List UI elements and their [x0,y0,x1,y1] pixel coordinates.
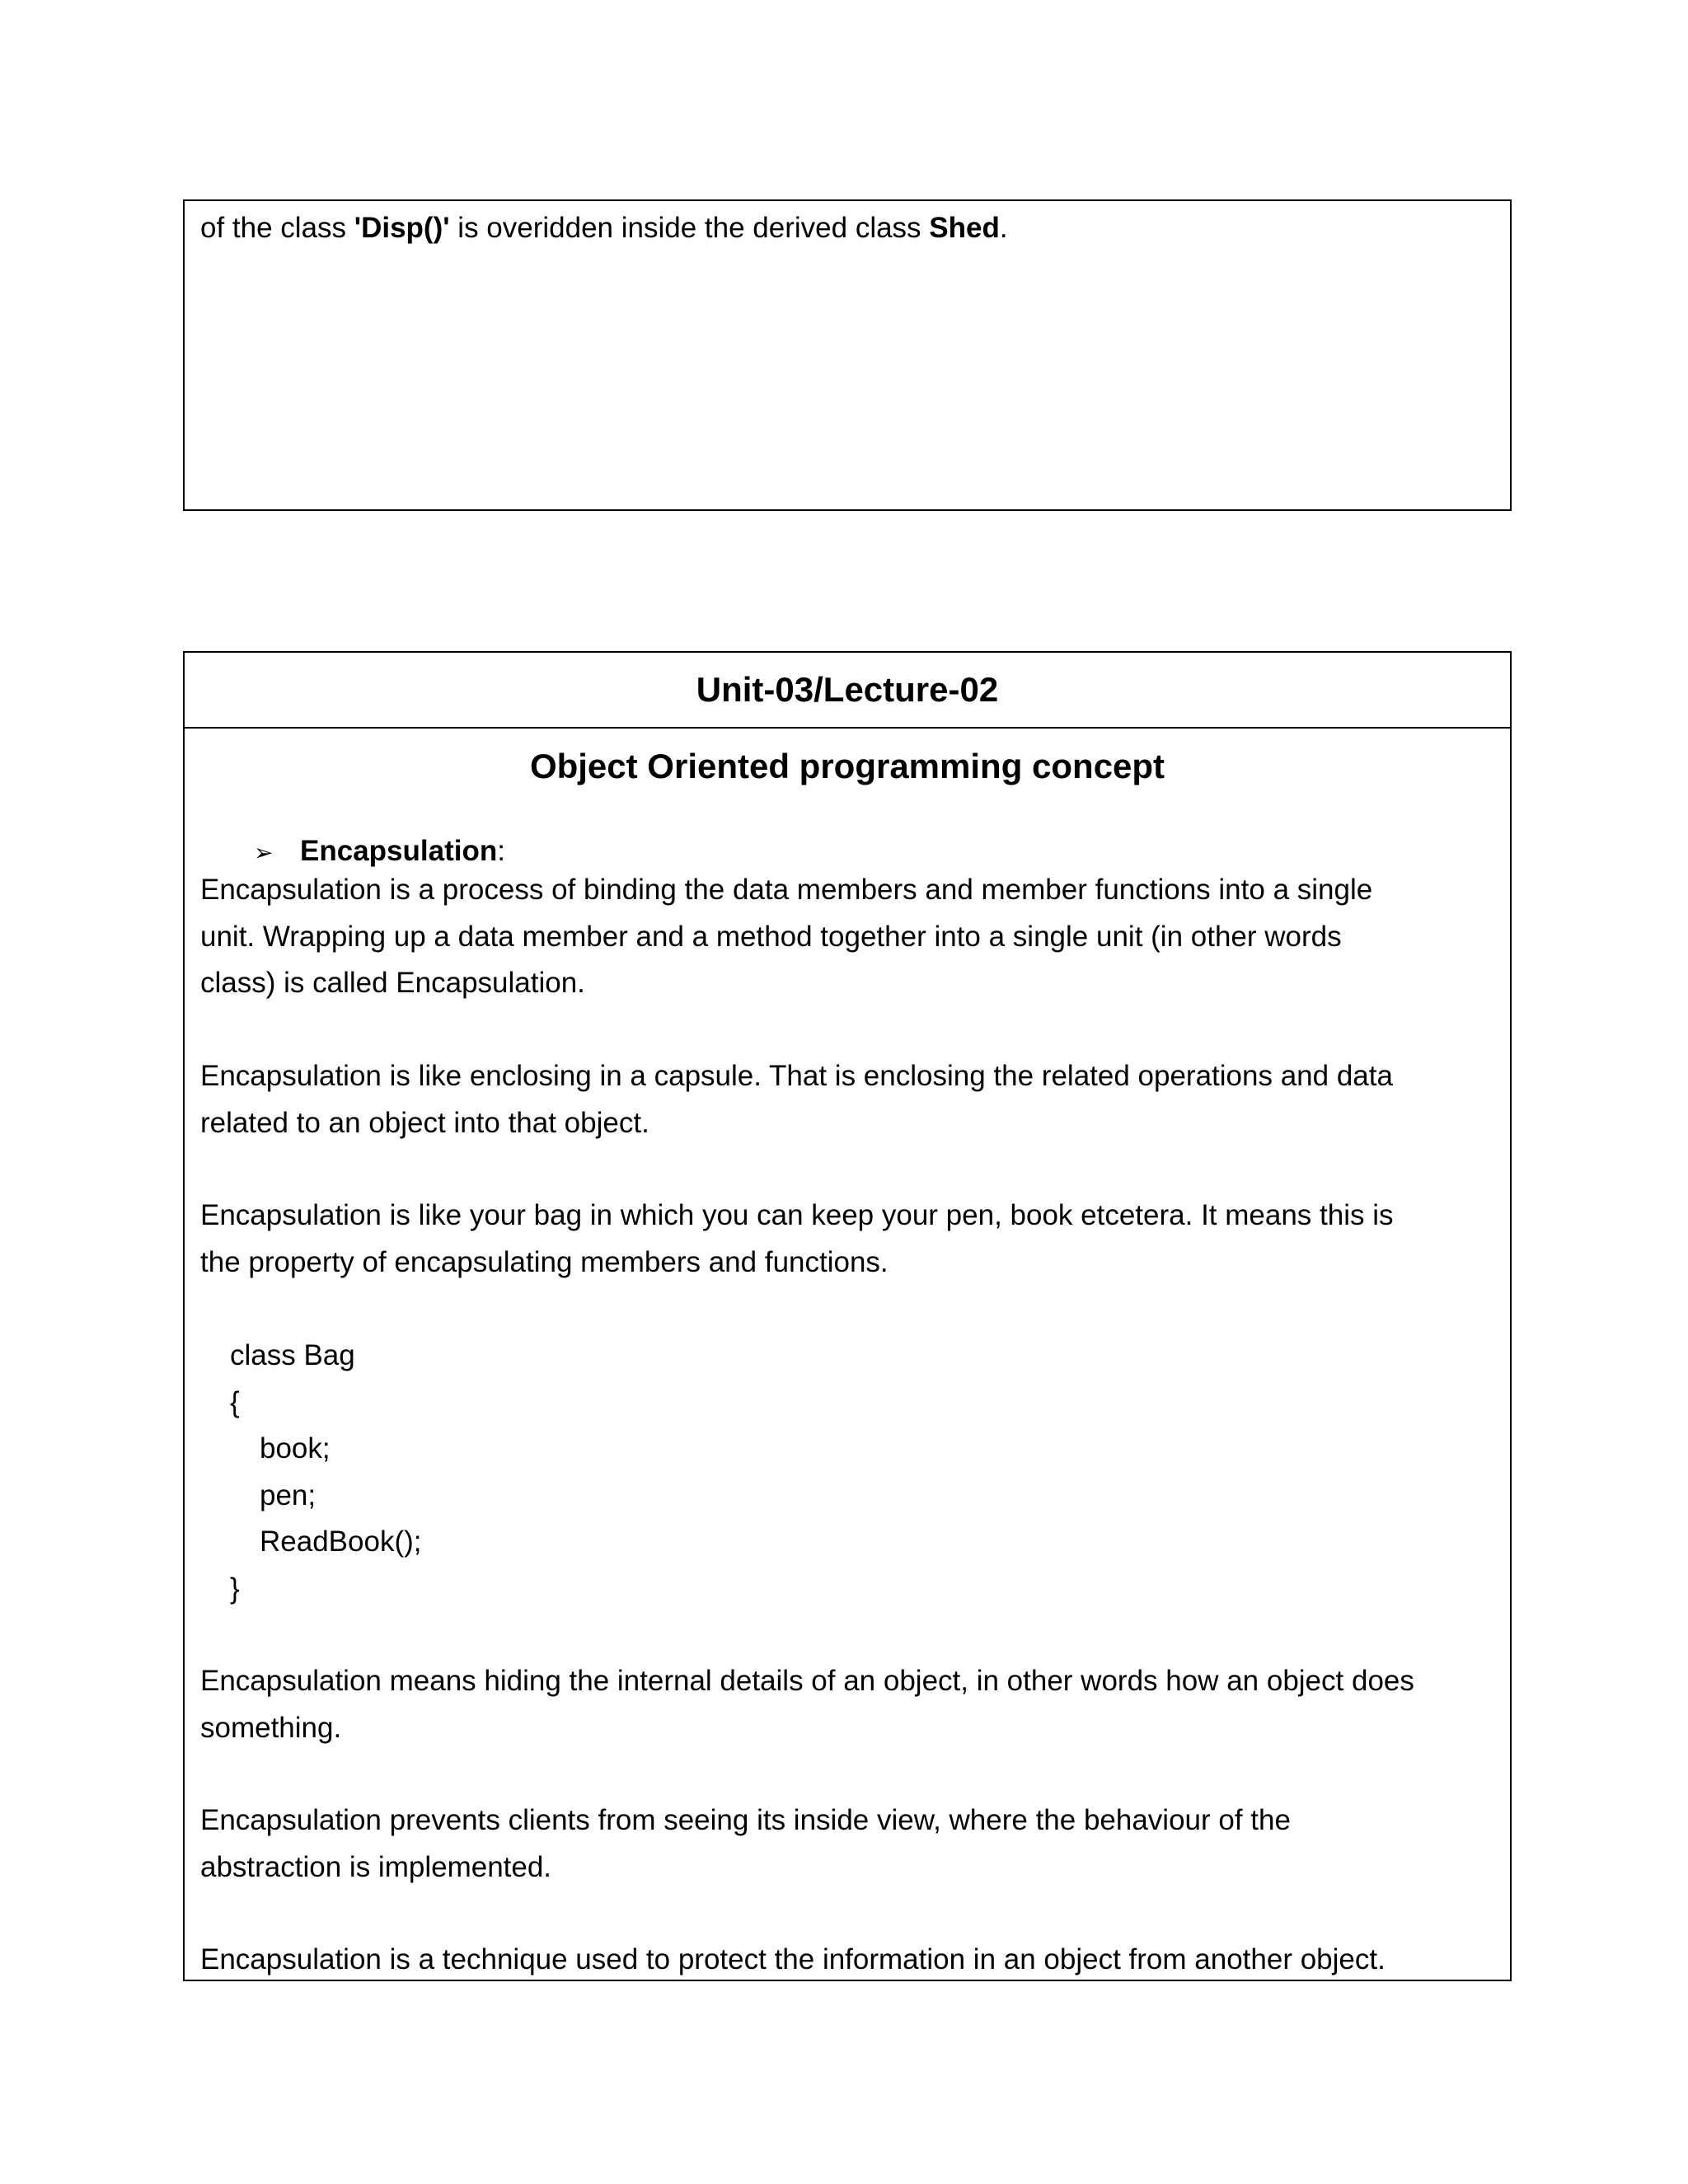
lecture-box [183,651,1512,1981]
paragraph-bag: Encapsulation is like your bag in which you can keep your pen, book etcetera. It means this is the property of encapsulating members and functions. [200,1199,1394,1278]
text-prefix: of the class [200,212,354,244]
lecture-header: Unit-03/Lecture-02 [185,653,1510,729]
text-middle: is overidden inside the derived class [449,212,930,244]
bullet-colon: : [497,835,505,867]
continuation-text-box [183,199,1512,511]
code-line-member: ReadBook(); [260,1526,422,1558]
method-name: 'Disp()' [354,212,450,244]
paragraph-technique: Encapsulation is a technique used to protect the information in an object from another object. [200,1943,1386,1975]
code-line-close-brace: } [230,1572,240,1605]
code-example [230,1333,421,1612]
paragraph-definition: Encapsulation is a process of binding the data members and member functions into a single unit. Wrapping up a data member and a method together into a single unit (in other words class) is called Encapsulation. [200,874,1373,999]
code-line-member: book; [260,1432,331,1465]
bullet-title: Encapsulation [300,835,498,867]
continuation-line [200,205,1008,251]
code-line-member: pen; [260,1479,316,1511]
code-line-class: class Bag [230,1339,355,1371]
class-name: Shed [929,212,1000,244]
code-line-open-brace: { [230,1385,240,1418]
paragraph-capsule: Encapsulation is like enclosing in a capsule. That is enclosing the related operations and data related to an object into that object. [200,1060,1393,1139]
paragraph-clients: Encapsulation prevents clients from seeing its inside view, where the behaviour of the abstraction is implemented. [200,1804,1291,1883]
lecture-subtitle: Object Oriented programming concept [529,747,1165,785]
arrow-bullet-icon: ➢ [254,840,274,865]
paragraph-hiding: Encapsulation means hiding the internal details of an object, in other words how an object does something. [200,1665,1414,1744]
text-suffix: . [999,212,1008,244]
